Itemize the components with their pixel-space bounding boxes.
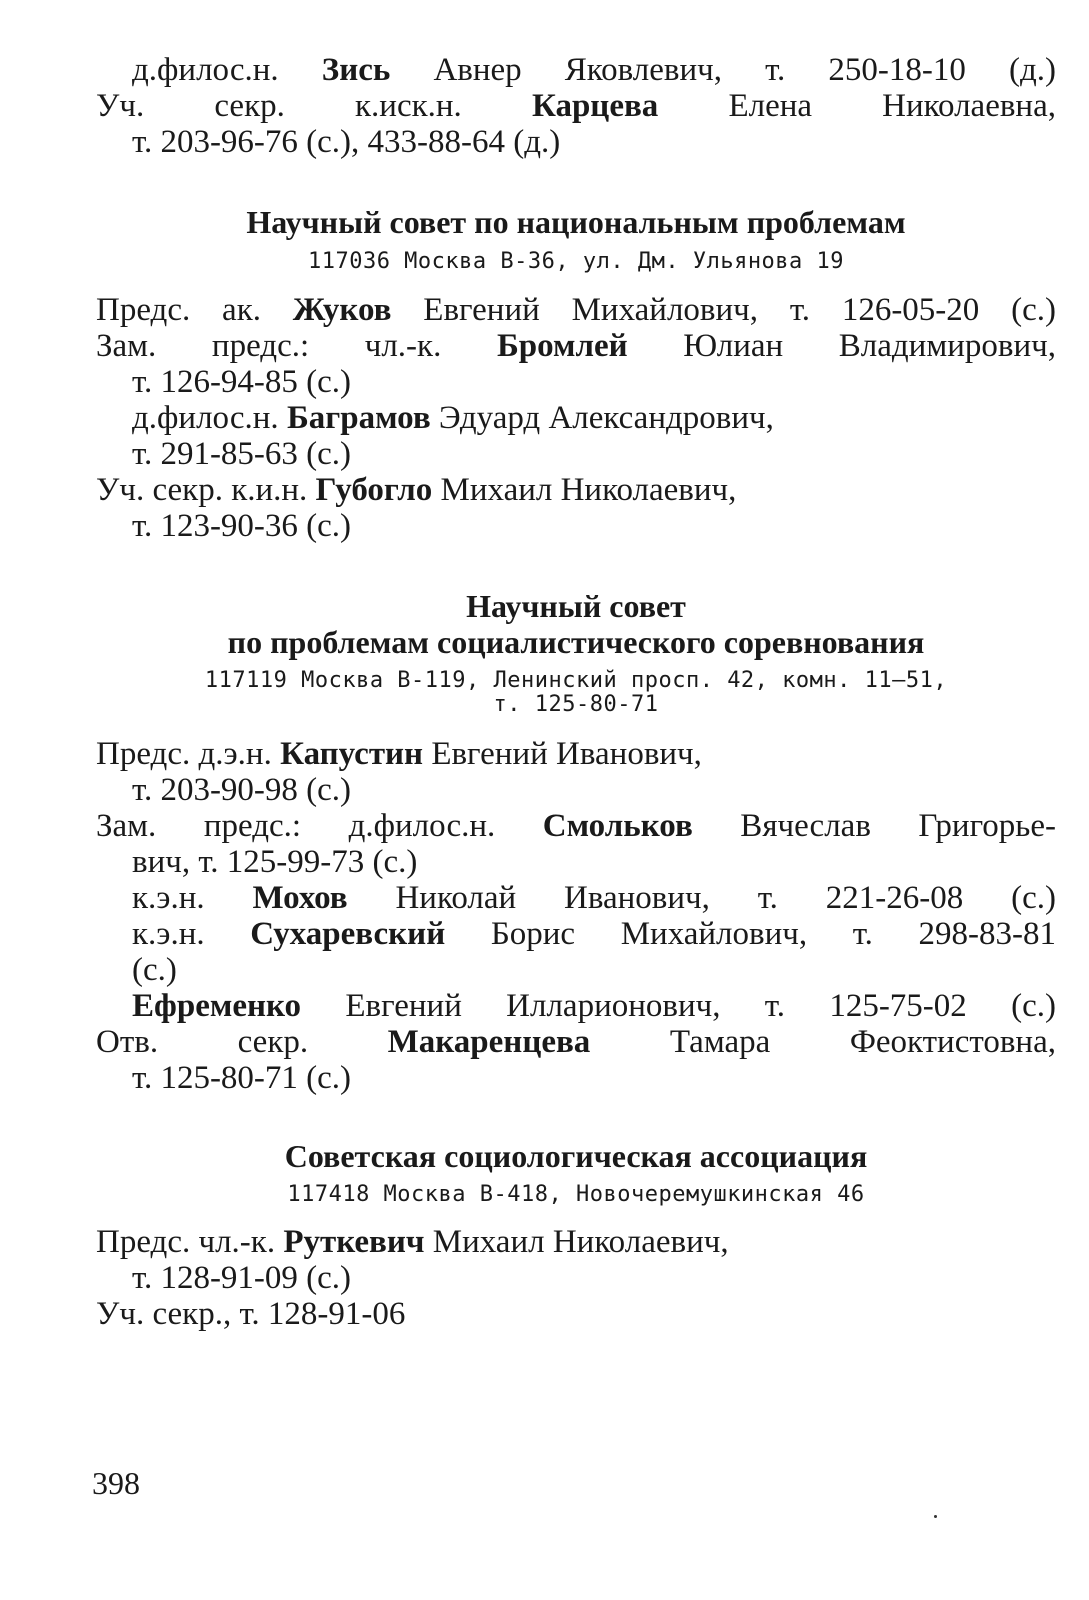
section-heading: Научный совет по национальным проблемам [246,204,906,240]
text-line: Уч. секр., т. 128-91-06 [96,1296,406,1332]
section-address: 117119 Москва В-119, Ленинский просп. 42, комн. 11—51, [204,668,948,693]
text-line: Отв. секр. Макаренцева Тамара Феоктистовна, [96,1024,1056,1060]
text-line: т. 125-80-71 (с.) [132,1060,352,1096]
section-address: 117036 Москва В-36, ул. Дм. Ульянова 19 [307,249,845,274]
text-line: Уч. секр. к.иск.н. Карцева Елена Николаевна, [96,88,1056,124]
text-line: Ефременко Евгений Илларионович, т. 125-75-02 (с.) [132,988,1056,1024]
text-line: Предс. д.э.н. Капустин Евгений Иванович, [96,736,702,772]
text-line: вич, т. 125-99-73 (с.) [132,844,418,880]
section-heading: Научный совет [466,588,686,624]
page-number: 398 [92,1465,140,1501]
text-line: т. 203-90-98 (с.) [132,772,352,808]
text-line: Уч. секр. к.и.н. Губогло Михаил Николаевич, [96,472,737,508]
text-line: т. 126-94-85 (с.) [132,364,352,400]
section-heading: по проблемам социалистического соревнования [227,624,925,660]
text-line: д.филос.н. Зись Авнер Яковлевич, т. 250-18-10 (д.) [132,52,1056,88]
text-line: д.филос.н. Баграмов Эдуард Александрович, [132,400,774,436]
text-line: Предс. чл.-к. Руткевич Михаил Николаевич, [96,1224,729,1260]
text-line: (с.) [132,952,177,988]
scan-speck [934,1515,937,1518]
text-line: т. 128-91-09 (с.) [132,1260,352,1296]
section-heading: Советская социологическая ассоциация [284,1138,868,1174]
section-address: 117418 Москва В-418, Новочеремушкинская 46 [287,1182,865,1207]
text-line: т. 123-90-36 (с.) [132,508,352,544]
text-line: Предс. ак. Жуков Евгений Михайлович, т. 126-05-20 (с.) [96,292,1056,328]
text-line: Зам. предс.: д.филос.н. Смольков Вячеслав Григорье- [96,808,1056,844]
text-line: к.э.н. Сухаревский Борис Михайлович, т. 298-83-81 [132,916,1056,952]
section-address: т. 125-80-71 [493,692,659,717]
text-line: Зам. предс.: чл.-к. Бромлей Юлиан Владимирович, [96,328,1056,364]
text-line: к.э.н. Мохов Николай Иванович, т. 221-26-08 (с.) [132,880,1056,916]
text-line: т. 203-96-76 (с.), 433-88-64 (д.) [132,124,561,160]
text-line: т. 291-85-63 (с.) [132,436,352,472]
